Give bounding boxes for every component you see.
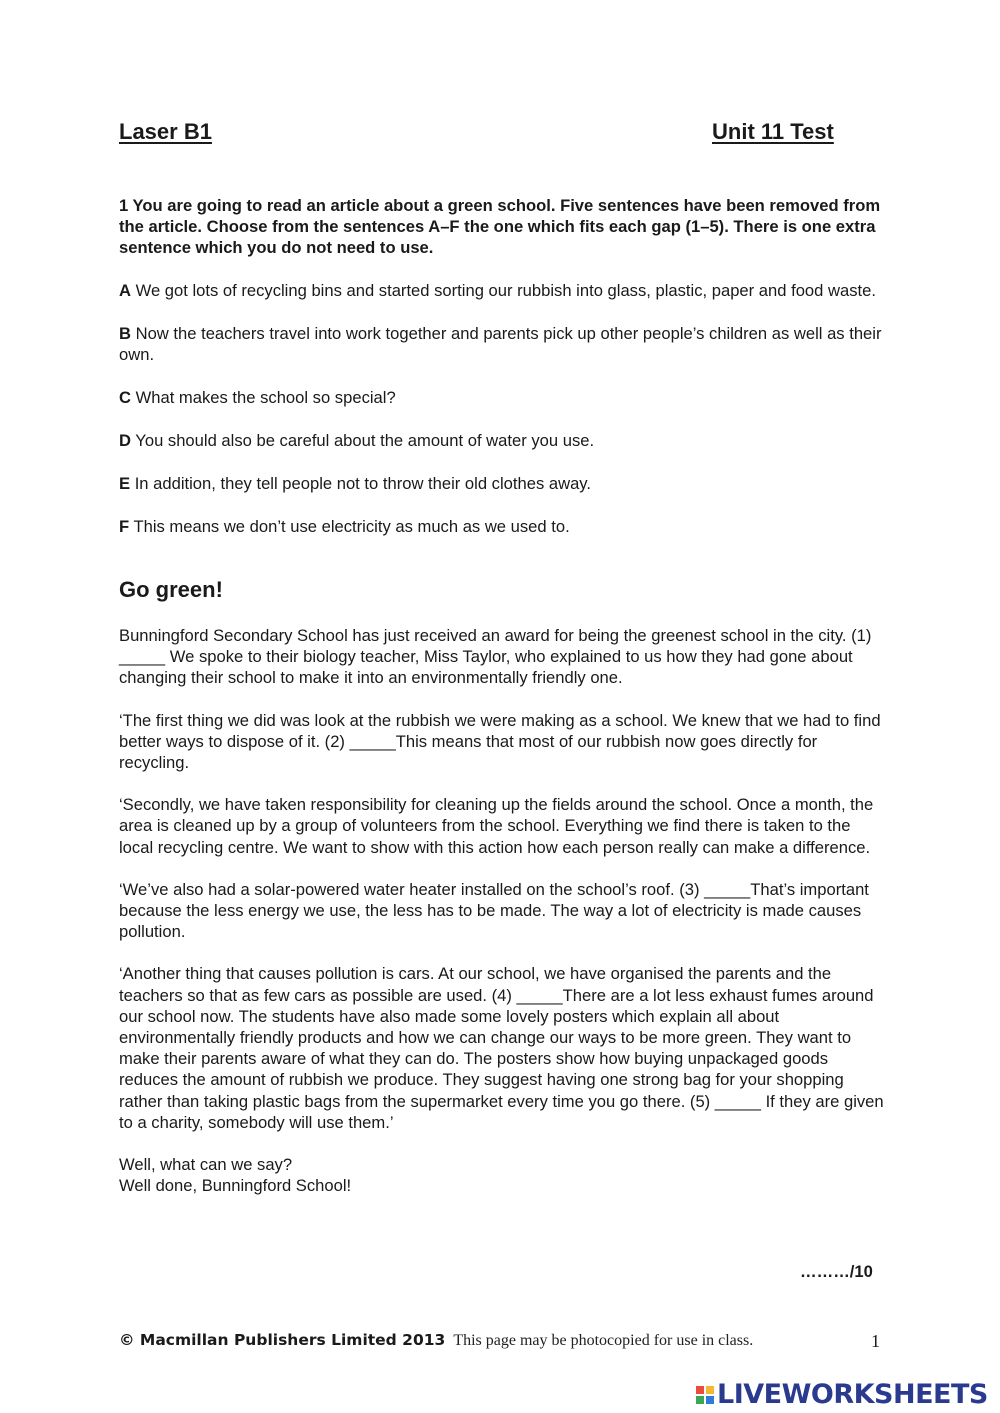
sentence-options (119, 280, 889, 559)
score-field: ………/10 (800, 1262, 873, 1281)
article-paragraph-4: ‘We’ve also had a solar-powered water heater installed on the school’s roof. (3) _____That’s important because the less energy we use, the less has to be made. The way a lot of electricity is made causes pollution. (119, 879, 869, 942)
article-paragraph-1: Bunningford Secondary School has just received an award for being the greenest school in the city. (1) _____ We spoke to their biology teacher, Miss Taylor, who explained to us how they had gone about changing their school to make it into an environmentally friendly one. (119, 626, 872, 688)
copyright-notice: © Macmillan Publishers Limited 2013 (119, 1331, 446, 1349)
option-a (119, 280, 889, 301)
option-text: You should also be careful about the amount of water you use. (130, 431, 595, 450)
course-title: Laser B1 (119, 119, 212, 144)
option-d (119, 430, 889, 451)
option-letter: E (119, 474, 131, 493)
article-paragraph-3: ‘Secondly, we have taken responsibility for cleaning up the fields around the school. Once a month, the area is cleaned up by a group of volunteers from the school. Everything we find there is taken to the local recycling centre. We want to show with this action how each person really can make a difference. (119, 795, 874, 857)
watermark-text: LIVEWORKSHEETS (717, 1379, 988, 1410)
article-paragraph-5: ‘Another thing that causes pollution is cars. At our school, we have organised the parents and the teachers so that as few cars as possible are used. (4) _____There are a lot less exhaust fumes around our school now. The students have also made some lovely posters which explain all about environmentally friendly products and how we can change our ways to be more green. They want to make their parents aware of what they can do. The posters show how buying unpackaged goods reduces the amount of rubbish we produce. They suggest having one strong bag for your shopping rather than taking plastic bags from the supermarket every time you go there. (5) _____ If they are given to a charity, somebody will use them.’ (119, 964, 884, 1132)
task-instructions: 1 You are going to read an article about a green school. Five sentences have been removed from the article. Choose from the sentences A–F the one which fits each gap (1–5). There is one extra sentence which you do not need to use. (119, 196, 881, 257)
option-e (119, 473, 889, 494)
option-text: We got lots of recycling bins and started sorting our rubbish into glass, plastic, paper and food waste. (130, 281, 876, 300)
closing-line-2: Well done, Bunningford School! (119, 1176, 352, 1196)
option-f (119, 516, 889, 537)
option-text: What makes the school so special? (130, 388, 396, 407)
article-body (119, 625, 889, 1196)
logo-square (706, 1386, 714, 1394)
unit-title: Unit 11 Test (712, 119, 834, 144)
option-letter: C (119, 388, 131, 407)
option-text: This means we don’t use electricity as much as we used to. (129, 517, 570, 536)
page-number: 1 (871, 1331, 880, 1351)
article-paragraph-2: ‘The first thing we did was look at the rubbish we were making as a school. We knew that we had to find better ways to dispose of it. (2) _____This means that most of our rubbish now goes directly for recycling. (119, 710, 881, 773)
option-text: Now the teachers travel into work together and parents pick up other people’s children as well as their own. (119, 324, 882, 364)
closing-line-1: Well, what can we say? (119, 1155, 293, 1175)
logo-square (696, 1396, 704, 1404)
logo-square (706, 1396, 714, 1404)
option-b (119, 323, 889, 365)
footer (119, 1331, 889, 1350)
logo-square (696, 1386, 704, 1394)
option-letter: B (119, 324, 131, 343)
photocopy-note: This page may be photocopied for use in class. (453, 1332, 754, 1349)
article-title: Go green! (119, 577, 223, 602)
option-letter: D (119, 431, 131, 450)
liveworksheets-logo-icon (696, 1386, 714, 1404)
liveworksheets-watermark[interactable] (696, 1379, 988, 1410)
option-text: In addition, they tell people not to throw their old clothes away. (130, 474, 591, 493)
option-c (119, 387, 889, 408)
option-letter: A (119, 281, 131, 300)
option-letter: F (119, 517, 130, 536)
